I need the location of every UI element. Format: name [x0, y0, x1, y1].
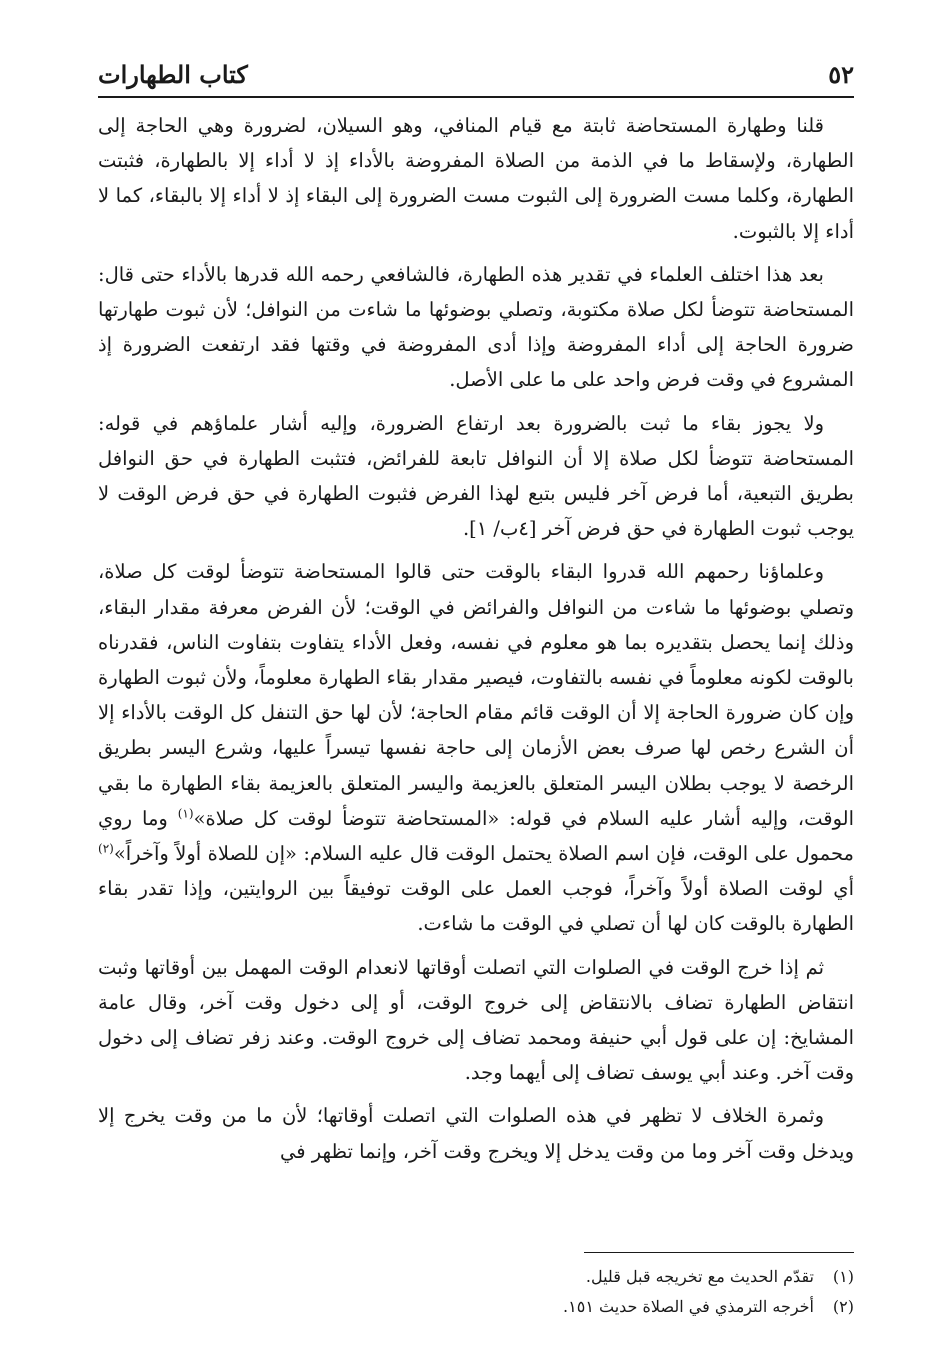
footnotes	[98, 1262, 854, 1322]
paragraph-1: قلنا وطهارة المستحاضة ثابتة مع قيام المنافي، وهو السيلان، لضرورة وهي الحاجة إلى الطهارة، ولإسقاط ما في الذمة من الصلاة المفروضة بالأداء إذ لا أداء إلا بالطهارة، فثبتت الطهارة، وكلما مست الضرورة إلى الثبوت مست الضرورة إلى البقاء إذ لا أداء إلا بالبقاء، كما لا أداء إلا بالثبوت.	[98, 114, 854, 243]
paragraph-4-middle: وما روي محمول على الوقت، فإن اسم الصلاة يحتمل الوقت قال عليه السلام: «إن للصلاة أولاً وآخراً»	[98, 806, 854, 866]
footnote-rule	[584, 1252, 854, 1253]
running-header	[98, 52, 854, 92]
paragraph-5: ثم إذا خرج الوقت في الصلوات التي اتصلت أوقاتها لانعدام الوقت المهمل بين أوقاتها وثبت انتقاض الطهارة تضاف بالانتقاض إلى خروج الوقت، أو إلى دخول وقت آخر، وقال عامة المشايخ: إن على قول أبي حنيفة ومحمد تضاف إلى خروج الوقت. وعند زفر تضاف إلى دخول وقت آخر. وعند أبي يوسف تضاف إلى أيهما وجد.	[98, 955, 854, 1085]
chapter-title: كتاب الطهارات	[98, 60, 248, 89]
footnote-text: أخرجه الترمذي في الصلاة حديث ١٥١.	[563, 1297, 814, 1316]
paragraph-6: وثمرة الخلاف لا تظهر في هذه الصلوات التي اتصلت أوقاتها؛ لأن ما من وقت يخرج إلا ويدخل وقت آخر وما من وقت يدخل إلا ويخرج وقت آخر، وإنما تظهر في	[98, 1104, 854, 1163]
footnote-1	[98, 1262, 854, 1292]
paragraph-3: ولا يجوز بقاء ما ثبت بالضرورة بعد ارتفاع الضرورة، وإليه أشار علماؤهم في قوله: المستحاضة تتوضأ لكل صلاة إلا أن النوافل تابعة للفرائض، فتثبت الطهارة في حق النوافل بطريق التبعية، أما فرض آخر فليس بتبع لهذا الفرض فثبوت الطهارة في حق فرض الوقت لا يوجب ثبوت الطهارة في حق فرض آخر [٤ب/ ١].	[98, 411, 854, 541]
paragraph-4	[98, 554, 854, 941]
footnote-number: (٢)	[832, 1297, 854, 1316]
paragraph-4-start: وعلماؤنا رحمهم الله قدروا البقاء بالوقت حتى قالوا المستحاضة تتوضأ لوقت كل صلاة، وتصلي بوضوئها ما شاءت من النوافل والفرائض في الوقت؛ لأن الفرض معرفة مقدار البقاء، وذلك إنما يحصل بتقديره بما هو معلوم في نفسه، وفعل الأداء يتفاوت بتفاوت الناس، فقدرناه بالوقت لكونه معلوماً في نفسه بالتفاوت، فيصير مقدار بقاء الطهارة معلوماً، ولأن ثبوت الطهارة وإن كان ضرورة الحاجة إلا أن الوقت قائم مقام الحاجة؛ لأن لها حق التنفل كل الوقت بالأداء إلا أن الشرع رخص لها صرف بعض الأزمان إلى حاجة نفسها تيسراً عليها، وشرع اليسر بطريق الرخصة لا يوجب بطلان اليسر المتعلق بالعزيمة واليسر المتعلق بالعزيمة بقاء الطهارة ما بقي الوقت، وإليه أشار عليه السلام في قوله: «المستحاضة تتوضأ لوقت كل صلاة»	[98, 560, 854, 830]
footnote-2	[98, 1292, 854, 1322]
header-rule	[98, 96, 854, 98]
footnote-text: تقدّم الحديث مع تخريجه قبل قليل.	[585, 1267, 814, 1286]
paragraph-2: بعد هذا اختلف العلماء في تقدير هذه الطهارة، فالشافعي رحمه الله قدرها بالأداء حتى قال: المستحاضة تتوضأ لكل صلاة مكتوبة، وتصلي بوضوئها ما شاءت من النوافل؛ لأن ثبوت طهارتها ضرورة الحاجة إلى أداء المفروضة وإذا أدى المفروضة في وقتها فقد ارتفعت الضرورة إذ المشروع في وقت فرض واحد على ما على الأصل.	[98, 262, 854, 392]
page-number: ٥٢	[828, 60, 854, 89]
footnote-ref-1[interactable]: (١)	[177, 806, 194, 821]
footnote-ref-2[interactable]: (٢)	[98, 841, 114, 856]
paragraph-4-end: أي لوقت الصلاة أولاً وآخراً، فوجب العمل على الوقت توفيقاً بين الروايتين، وإذا تقدر بقاء الطهارة بالوقت كان لها أن تصلي في الوقت ما شاءت.	[98, 877, 854, 936]
footnote-number: (١)	[832, 1267, 854, 1286]
main-text	[98, 108, 854, 1169]
